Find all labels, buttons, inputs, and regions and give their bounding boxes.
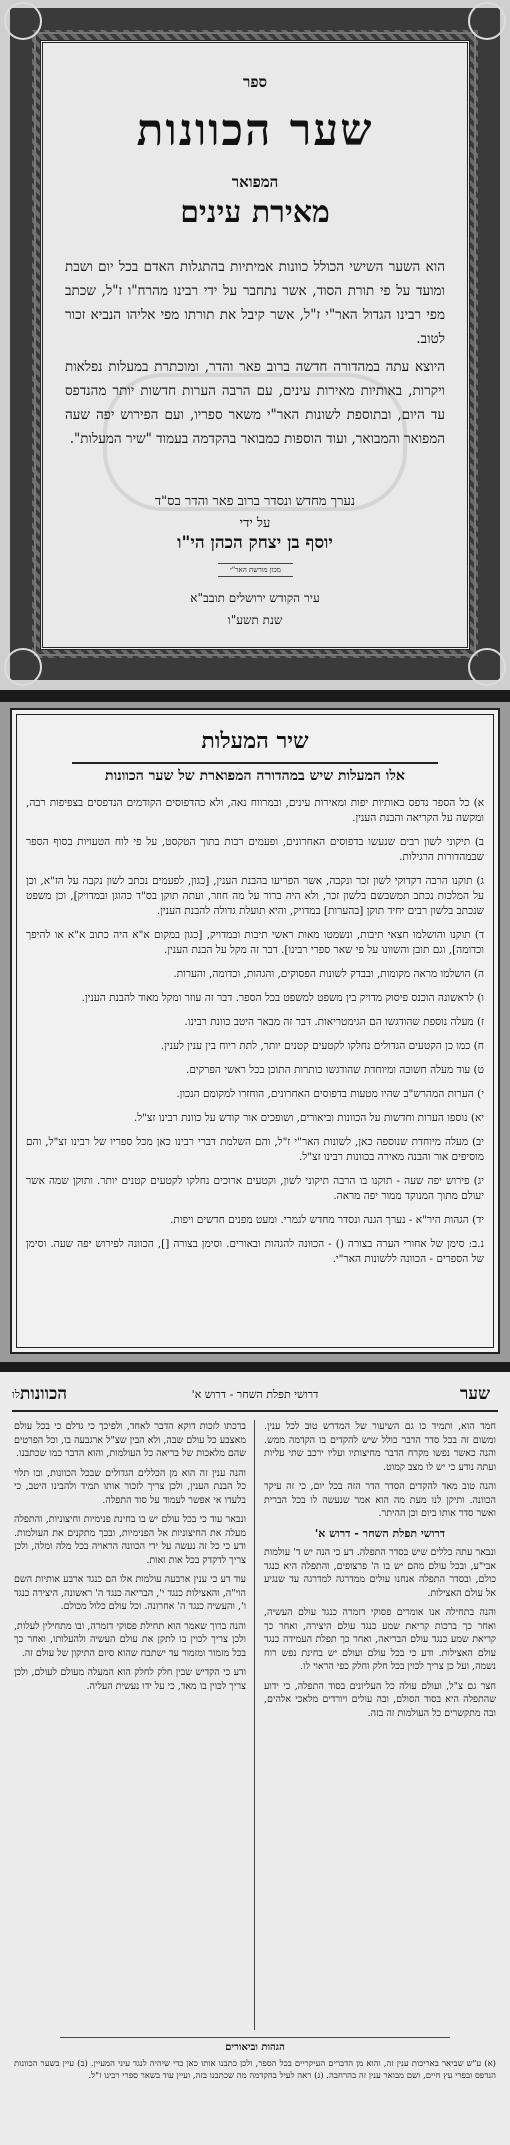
section-heading: דרושי תפלת השחר - דרוש א' bbox=[314, 1526, 446, 1540]
publisher-stamp: מכון מורשת האר"י bbox=[218, 563, 293, 577]
header-title-left: הכוונות bbox=[20, 1384, 68, 1404]
list-item: ח) כמו כן הקטעים הגדולים נחלקו לקטעים קטנים יותר, לתת ריוח בין ענין לענין. bbox=[160, 1040, 484, 1052]
header-title-right: שער bbox=[459, 1384, 490, 1404]
title-panel bbox=[40, 40, 470, 650]
border-ornament-icon bbox=[4, 2, 42, 40]
label-hamefoar: המפואר bbox=[231, 173, 279, 191]
paragraph: חצר גם צ"ל, ועולם עולה כל העליונים בסוד התפלה, כי ידוע שהתפלה היא בסוד הסולם, ובה עולים ויורדים מלאכי אלהים, ובה מתקשרים כל העולמות זה בזה. bbox=[264, 1680, 496, 1719]
list-item: יג) פירוש יפה שעה - תוקנו בו הרבה תיקוני לשון, וקטעים ארוכים נחלקו לקטעים קטנים יותר. ותוקן שמה אשר יעולם מתוך המנוקד ממור יפה מראה. bbox=[26, 1175, 484, 1202]
editor-name: יוסף בן יצחק הכהן הי"ו bbox=[177, 533, 333, 553]
label-sefer: ספר bbox=[242, 73, 268, 91]
list-item: ה) הושלמו מראה מקומות, ובבדק לשונות הפסוקים, והגהות, וכדומה, והערות. bbox=[173, 968, 484, 980]
text-page bbox=[0, 1372, 510, 2145]
list-item: ט) עוד מעלה חשובה ומיוחדת שהודגשו כותרות התוכן בכל ראשי הפרקים. bbox=[186, 1064, 484, 1076]
list-item: ד) תוקנו והושלמו חצאי תיבות, ונשמטו מאות ראשי תיבות ובמדויק, [כגון במקום א"א היה כתוב א"א או להיפך וכדומה], וגם תובן והשוונו על פי שאר ספרי רבינו]. דבר זה מקל על הבנת הענין. bbox=[26, 929, 484, 956]
paragraph: ודע כי הקדיש שבין חלק לחלק הוא המעלה מעולם לעולם, ולכן צריך לכוין בו מאד, כי על ידו נעשית העליה. bbox=[14, 1667, 246, 1692]
list-item: ו) לראשונה הוכנס פיסוק מדויק בין משפט למשפט בכל הספר. דבר זה עוזר ומקל מאוד להבנת הענין. bbox=[81, 992, 484, 1004]
list-item: ג) תוקנו הרבה דקדוקי לשון זכר ונקבה, אשר הפריעו בהבנת הענין, [כגון, לפעמים נכתב לשון נקבה על הז"א, וכן על המלכות נכתב תמשבשם בלשון זכר, ולא היה ברור על מה חוזר, ועתה תוקן בס"ד כהוגן ובמדויק], וכן משפט שנכתב בלשון רבים יחיד תוקן [בהערות] במדויק, והיא תועלת גדולה להבנת הענין. bbox=[26, 875, 484, 917]
footnote-divider bbox=[60, 2037, 450, 2038]
divider bbox=[72, 762, 438, 764]
footnotes: (א) ע"ש שביאר באריכות ענין זה, והוא מן הדברים העיקריים בכל הספר, ולכן כתבנו אותו כאן כדי שיהיה לנגד עיני המעיין. (ב) עיין בשער הכוונות הנדפס ובפרי עץ חיים, ושם מבואר ענין זה בהרחבה. (ג) ראה לעיל בהקדמה מה שכתבנו בזה, ועיין עוד בשאר ספרי רבינו ז"ל. bbox=[14, 2059, 496, 2081]
edition-paragraph: היוצא עתה במהדורה חדשה ברוב פאר והדר, ומוכתרת במעלות נפלאות ויקרות, באותיות מאירות עינים, עם הרבה הערות חדשות יותר מהנדפס עד היום, ובתוספת לשונות האר"י משאר ספריו, ועם הפירוש יפה שעה המפואר והמבואר, ועוד הוספות כמבואר בהקדמה בעמוד "שיר המעלות". bbox=[65, 359, 445, 447]
list-item: נ.ב: סימן של אחורי הערה בצורה () - הכוונה להגהות ובאורים. וסימן בצורה [], הכוונה לפירוש יפה שעה. וסימן של הספרים - הכוונה ללשונות האר"י. bbox=[26, 1238, 484, 1265]
list-item: ז) מעלה נוספת שהודגשו הם הגימטריאות. דבר זה מבאר היטב כוונת רבינו. bbox=[184, 1016, 484, 1028]
edited-line: על ידי bbox=[239, 516, 271, 531]
running-header bbox=[12, 1382, 498, 1412]
title-page bbox=[0, 0, 510, 690]
text-column-right bbox=[264, 1420, 496, 1726]
description-paragraph: הוא השער השישי הכולל כוונות אמיתיות בהתגלות האדם בכל יום ושבת ומועד על פי תורת הסוד, אשר נתחבר על ידי רבינו מהרח"ו ז"ל, שכתב מפי רבינו הגדול האר"י ז"ל, אשר קיבל את תורתו מפי אליהו הנביא זכור לטוב. bbox=[65, 259, 445, 347]
paragraph: והנה ברוך שאמר הוא תחילת פסוקי דזמרה, ובו מתחילין לעלות, ולכן צריך לכוין בו לתקן את עולם העשיה ולהעלותו, ואחר כך בכל מזמור ומזמור עד ישתבח שהוא סיום התיקון של עולם זה. bbox=[14, 1620, 246, 1659]
edited-by bbox=[43, 491, 467, 535]
features-page bbox=[0, 702, 510, 1362]
publication-place: עיר הקודש ירושלים תובב"א bbox=[190, 591, 320, 605]
paragraph: ברכתו לזכות דוקא הדבר לאחד, ולפיכך כי גדלם כי בכל עולם מאצבע כל עולם שבה, ולא הבין שצ"ל ארגבעה בו, וכל הפרטים שהם מלאכות של בריאה כל העולמות, והוא הדבר כמו שכתבנו. bbox=[14, 1421, 246, 1459]
book-subtitle: מאירת עינים bbox=[180, 195, 330, 230]
features-intro: אלו המעלות שיש במהדורה המפוארת של שער הכוונות bbox=[105, 768, 405, 784]
footnotes-heading: הגהות וביאורים bbox=[225, 2042, 285, 2053]
list-item: א) כל הספר נדפס באותיות יפות ומאירות עינים, ובמרווח נאה, ולא כהדפוסים הקודמים הנדפסים בצפיפות רבה, ומקשה על הקריאה והבנת הענין. bbox=[26, 797, 484, 824]
border-ornament-icon bbox=[468, 648, 506, 686]
list-item: י) הערות המהרש"ב שהיו מטעות בדפוסים האחרונים, הוחזרו למקומם הנכון. bbox=[176, 1088, 484, 1100]
features-list bbox=[26, 796, 484, 1276]
edited-line: נערך מחדש ונסדר ברוב פאר והדר בס"ד bbox=[154, 494, 356, 509]
list-item: יד) הגהות היר"א - נערך הגנה ונסדר מחדש לגמרי. ומעט מפנים חדשים ויפות. bbox=[170, 1214, 484, 1226]
column-divider bbox=[254, 1420, 255, 2030]
paragraph: והנה טוב מאד להקדים הסדר הדר הזה בכל יום, כי זה עיקר הכוונה. ותיקן לנו מעת מה הוא אמר שנעשה לו בכל הברית ואשר סדר אותו ביום וכן ההיתר. bbox=[264, 1481, 496, 1519]
paragraph: והנה ענין זה הוא מן הכללים הגדולים שבכל הכוונות, ובו תלוי כל הבנת הענין, ולכן צריך לזכור אותו תמיד ולהבינו היטב, כי בלעדו אי אפשר לעמוד על סוד התפלה. bbox=[14, 1467, 246, 1506]
border-ornament-icon bbox=[4, 648, 42, 686]
features-panel bbox=[10, 708, 500, 1354]
paragraph: ונבאר עוד כי בכל עולם יש בו בחינת פנימיות וחיצוניות, והתפלה מעלה את החיצוניות אל הפנימיות, ובכך מתקנים את העולמות. ודע כי כל זה נעשה על ידי הכוונה הראויה בכל מלה ומלה, ולכן צריך לדקדק בכל אות ואות. bbox=[14, 1514, 246, 1566]
text-column-left bbox=[14, 1420, 246, 1699]
list-item: יב) מעלה מיוחדת שנוספה כאן, לשונות האר"י ז"ל, והם השלמת דברי רבינו כאן מכל ספריו של רבינו זצ"ל, והם מוסיפים אור והבנה מאירה בכוונות רבינו זצ"ל. bbox=[26, 1136, 484, 1163]
list-item: יא) נוספו הערות וחדשות על הכוונות וביאורים, ושופכים אור קודש על כוונת רבינו זצ"ל. bbox=[133, 1112, 484, 1124]
paragraph: עוד דע כי ענין ארבעה עולמות אלו הם כנגד ארבע אותיות השם הוי"ה, והאצילות כנגד י', הבריאה כנגד ה' ראשונה, היצירה כנגד ו', והעשיה כנגד ה' אחרונה. וכל עולם כלול מכולם. bbox=[14, 1574, 246, 1612]
book-title: שער הכוונות bbox=[136, 105, 374, 156]
border-ornament-icon bbox=[468, 2, 506, 40]
page-number: לו bbox=[12, 1388, 20, 1401]
features-heading: שיר המעלות bbox=[201, 728, 309, 754]
paragraph: והנה בתחילה אנו אומרים פסוקי דזמרה כנגד עולם העשיה, ואחר כך ברכות קריאת שמע כנגד עולם היצירה, ואחר כך קריאת שמע כנגד עולם הבריאה, ואחר כך תפלת העמידה כנגד עולם האצילות. ודע כי בכל עולם ועולם יש בחינת נפש רוח נשמה, ועל כן צריך לכוין בכל חלק וחלק כפי הראוי לו. bbox=[264, 1607, 496, 1672]
publication-year: שנת תשע"ו bbox=[227, 613, 283, 627]
header-section: דרושי תפלת השחר - דרוש א' bbox=[191, 1388, 319, 1401]
list-item: ב) תיקוני לשון רבים שנעשו בדפוסים האחרונים, ופעמים רבות בתוך הטקסט, על פי לוח הטעויות בסוף הספר שבמהדורות הרגילות. bbox=[26, 836, 484, 863]
paragraph: ונבאר עתה כללים שיש בסדר התפלה. דע כי הנה יש ד' עולמות אבי"ע, ובכל עולם מהם יש בו ה' פרצופים, והתפלה היא כנגד כולם, ובסדר התפלה אנחנו עולים ממדרגה למדרגה עד שנגיע אל עולם האצילות. bbox=[264, 1547, 496, 1599]
paragraph: חמד הוא, ותמיד כו גם השיעור של המדרש טוב לכל ענין. ומשום זה בכל סדר הדבר כולל שיש להקדים בו הקדמה ממש. והנה כאשר נפשו מקרח הדבר מחיצותיו ועליו ירכב שתי עליות ועתה נודע כי יש לו מצב קמוט. bbox=[264, 1421, 496, 1473]
